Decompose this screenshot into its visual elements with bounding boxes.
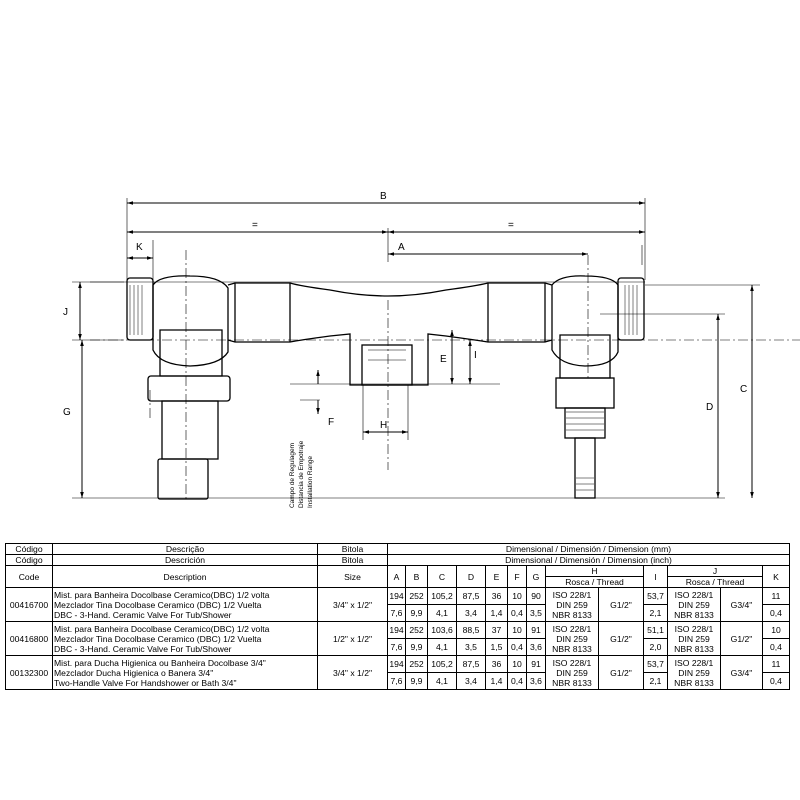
header-code-en: Code — [6, 566, 53, 588]
cell-H-standard — [546, 622, 599, 656]
cell-G-inch: 3,6 — [527, 673, 546, 690]
cell-G-inch: 3,5 — [527, 605, 546, 622]
row-desc-pt: Mist. para Banheira Docolbase Ceramico(DBC) 1/2 volta — [54, 623, 270, 634]
cell-H-standard — [546, 588, 599, 622]
cell-C-inch: 4,1 — [428, 673, 457, 690]
dim-label-I: I — [474, 350, 477, 361]
j-std-iso: ISO 228/1 — [674, 589, 714, 600]
cell-H-thread: G1/2" — [599, 588, 644, 622]
cell-J-standard — [668, 656, 721, 690]
cell-K-inch: 0,4 — [763, 639, 790, 656]
h-std-iso: ISO 228/1 — [552, 657, 592, 668]
table-header-row-3 — [6, 566, 790, 577]
cell-G-inch: 3,6 — [527, 639, 546, 656]
h-std-din: DIN 259 — [556, 667, 588, 678]
row-code: 00416700 — [6, 588, 53, 622]
row-desc-pt: Mist. para Banheira Docolbase Ceramico(DBC) 1/2 volta — [54, 589, 270, 600]
row-desc-pt: Mist. para Ducha Higienica ou Banheira Docolbase 3/4" — [54, 657, 266, 668]
dim-label-E: E — [440, 354, 447, 365]
header-col-B: B — [406, 566, 428, 588]
cell-E-inch: 1,4 — [486, 673, 508, 690]
cell-E-mm: 36 — [486, 656, 508, 673]
cell-J-standard — [668, 622, 721, 656]
row-code: 00132300 — [6, 656, 53, 690]
row-description — [53, 622, 318, 656]
cell-J-thread: G3/4" — [721, 656, 763, 690]
cell-J-thread: G1/2" — [721, 622, 763, 656]
h-std-nbr: NBR 8133 — [552, 643, 592, 654]
cell-F-inch: 0,4 — [508, 639, 527, 656]
cell-F-inch: 0,4 — [508, 673, 527, 690]
cell-A-mm: 194 — [388, 588, 406, 605]
cell-C-mm: 103,6 — [428, 622, 457, 639]
row-desc-es: Mezclador Tina Docolbase Ceramico (DBC) 1/2 Vuelta — [54, 633, 262, 644]
h-std-nbr: NBR 8133 — [552, 677, 592, 688]
cell-G-mm: 91 — [527, 656, 546, 673]
cell-A-inch: 7,6 — [388, 639, 406, 656]
row-description — [53, 588, 318, 622]
cell-H-standard — [546, 656, 599, 690]
h-std-nbr: NBR 8133 — [552, 609, 592, 620]
header-col-J: J — [668, 566, 763, 577]
cell-C-inch: 4,1 — [428, 605, 457, 622]
header-descricao-pt: Descrição — [53, 544, 318, 555]
header-dim-mm: Dimensional / Dimensión / Dimension (mm) — [388, 544, 790, 555]
row-size: 1/2" x 1/2" — [318, 622, 388, 656]
header-rosca-h: Rosca / Thread — [546, 577, 644, 588]
header-col-K: K — [763, 566, 790, 588]
installation-range-line-2: Distancia de Empotraje — [298, 440, 305, 508]
j-std-din: DIN 259 — [678, 633, 710, 644]
cell-I-mm: 53,7 — [644, 588, 668, 605]
cell-A-inch: 7,6 — [388, 673, 406, 690]
row-desc-es: Mezclador Tina Docolbase Ceramico (DBC) 1/2 Vuelta — [54, 599, 262, 610]
table-row — [6, 656, 790, 673]
cell-B-inch: 9,9 — [406, 605, 428, 622]
cell-I-inch: 2,1 — [644, 673, 668, 690]
dim-label-A: A — [398, 242, 405, 253]
table-row — [6, 622, 790, 639]
header-col-A: A — [388, 566, 406, 588]
cell-J-standard — [668, 588, 721, 622]
dim-label-F: F — [328, 417, 335, 428]
dim-label-H: H — [380, 420, 388, 431]
h-std-din: DIN 259 — [556, 633, 588, 644]
cell-D-mm: 87,5 — [457, 588, 486, 605]
cell-J-thread: G3/4" — [721, 588, 763, 622]
header-codigo-pt: Código — [6, 544, 53, 555]
row-desc-es: Mezclador Ducha Higienica o Banera 3/4" — [54, 667, 214, 678]
cell-C-mm: 105,2 — [428, 656, 457, 673]
header-col-F: F — [508, 566, 527, 588]
cell-D-inch: 3,4 — [457, 673, 486, 690]
header-col-D: D — [457, 566, 486, 588]
j-std-din: DIN 259 — [678, 599, 710, 610]
dim-label-equal-left: = — [252, 220, 258, 231]
dim-label-J: J — [63, 307, 68, 318]
j-std-nbr: NBR 8133 — [674, 609, 714, 620]
j-std-iso: ISO 228/1 — [674, 623, 714, 634]
cell-B-mm: 252 — [406, 656, 428, 673]
header-descricion-es: Descrición — [53, 555, 318, 566]
dim-label-equal-right: = — [508, 220, 514, 231]
cell-G-mm: 90 — [527, 588, 546, 605]
header-bitola-pt: Bitola — [318, 544, 388, 555]
installation-range-line-1: Campo de Regulagem — [289, 442, 296, 508]
j-std-iso: ISO 228/1 — [674, 657, 714, 668]
cell-K-inch: 0,4 — [763, 673, 790, 690]
header-col-I: I — [644, 566, 668, 588]
table-row — [6, 588, 790, 605]
j-std-din: DIN 259 — [678, 667, 710, 678]
header-col-E: E — [486, 566, 508, 588]
cell-F-inch: 0,4 — [508, 605, 527, 622]
h-std-din: DIN 259 — [556, 599, 588, 610]
cell-F-mm: 10 — [508, 622, 527, 639]
dim-label-K: K — [136, 242, 143, 253]
cell-C-inch: 4,1 — [428, 639, 457, 656]
dim-label-D: D — [706, 402, 714, 413]
table-header-row-1 — [6, 544, 790, 555]
cell-K-mm: 11 — [763, 656, 790, 673]
j-std-nbr: NBR 8133 — [674, 677, 714, 688]
cell-B-inch: 9,9 — [406, 639, 428, 656]
header-bitola-es: Bitola — [318, 555, 388, 566]
row-description — [53, 656, 318, 690]
cell-G-mm: 91 — [527, 622, 546, 639]
header-dim-inch: Dimensional / Dimensión / Dimension (inch) — [388, 555, 790, 566]
cell-H-thread: G1/2" — [599, 622, 644, 656]
row-desc-en: Two-Handle Valve For Handshower or Bath 3/4" — [54, 677, 237, 688]
header-size-en: Size — [318, 566, 388, 588]
cell-A-mm: 194 — [388, 622, 406, 639]
cell-I-inch: 2,1 — [644, 605, 668, 622]
cell-D-mm: 87,5 — [457, 656, 486, 673]
cell-B-mm: 252 — [406, 588, 428, 605]
dim-label-G: G — [63, 407, 71, 418]
cell-I-mm: 53,7 — [644, 656, 668, 673]
cell-E-mm: 36 — [486, 588, 508, 605]
row-desc-en: DBC - 3-Hand. Ceramic Valve For Tub/Shower — [54, 643, 232, 654]
cell-D-mm: 88,5 — [457, 622, 486, 639]
header-rosca-j: Rosca / Thread — [668, 577, 763, 588]
cell-K-mm: 11 — [763, 588, 790, 605]
cell-K-inch: 0,4 — [763, 605, 790, 622]
header-col-H: H — [546, 566, 644, 577]
header-col-C: C — [428, 566, 457, 588]
cell-D-inch: 3,4 — [457, 605, 486, 622]
table-header-row-2 — [6, 555, 790, 566]
header-codigo-es: Código — [6, 555, 53, 566]
spec-table — [5, 543, 790, 690]
cell-E-mm: 37 — [486, 622, 508, 639]
cell-K-mm: 10 — [763, 622, 790, 639]
cell-B-mm: 252 — [406, 622, 428, 639]
row-size: 3/4" x 1/2" — [318, 588, 388, 622]
cell-A-mm: 194 — [388, 656, 406, 673]
cell-F-mm: 10 — [508, 588, 527, 605]
cell-A-inch: 7,6 — [388, 605, 406, 622]
cell-C-mm: 105,2 — [428, 588, 457, 605]
header-col-G: G — [527, 566, 546, 588]
cell-D-inch: 3,5 — [457, 639, 486, 656]
cell-I-inch: 2,0 — [644, 639, 668, 656]
cell-F-mm: 10 — [508, 656, 527, 673]
h-std-iso: ISO 228/1 — [552, 589, 592, 600]
cell-E-inch: 1,4 — [486, 605, 508, 622]
dim-label-B: B — [380, 191, 387, 202]
cell-E-inch: 1,5 — [486, 639, 508, 656]
installation-range-line-3: Installation Range — [307, 455, 314, 508]
j-std-nbr: NBR 8133 — [674, 643, 714, 654]
dim-label-C: C — [740, 384, 748, 395]
header-description-en: Description — [53, 566, 318, 588]
row-size: 3/4" x 1/2" — [318, 656, 388, 690]
row-code: 00416800 — [6, 622, 53, 656]
row-desc-en: DBC - 3-Hand. Ceramic Valve For Tub/Shower — [54, 609, 232, 620]
cell-I-mm: 51,1 — [644, 622, 668, 639]
cell-B-inch: 9,9 — [406, 673, 428, 690]
h-std-iso: ISO 228/1 — [552, 623, 592, 634]
cell-H-thread: G1/2" — [599, 656, 644, 690]
